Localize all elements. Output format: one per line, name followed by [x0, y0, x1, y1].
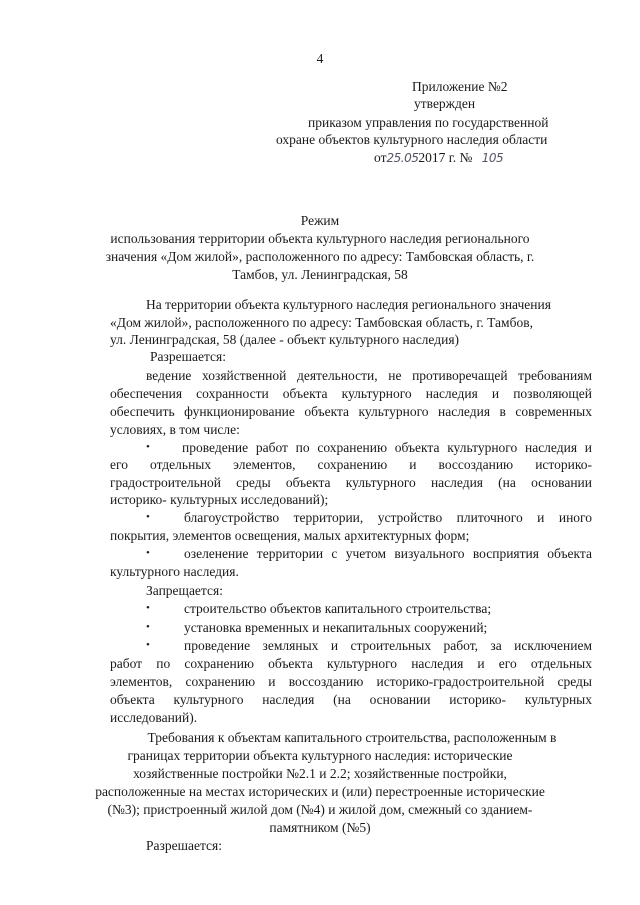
requirements-line-5: (№3); пристроенный жилой дом (№4) и жилой дом, смежный со зданием- — [107, 802, 533, 817]
requirements-line-2: границах территории объекта культурного наследия: исторические — [127, 748, 513, 763]
document-title: Режим — [300, 213, 340, 228]
bullet-symbol: • — [146, 547, 150, 559]
requirements-line-3: хозяйственные постройки №2.1 и 2.2; хозяйственные постройки, — [133, 766, 507, 781]
handwritten-order-number: 105 — [481, 151, 504, 165]
bullet-symbol: • — [146, 639, 150, 651]
department-line: охране объектов культурного наследия области — [276, 132, 548, 147]
page-number: 4 — [316, 51, 324, 66]
allowed-bullet-2-line-1: благоустройство территории, устройство плиточного и иного — [184, 510, 592, 525]
title-line-2: значения «Дом жилой», расположенного по адресу: Тамбовская область, г. — [105, 249, 535, 264]
title-line-3: Тамбов, ул. Ленинградская, 58 — [232, 267, 408, 282]
forbidden-bullet-3-line-3: элементов, сохранению и воссозданию историко-градостроительной среды — [110, 674, 592, 689]
handwritten-date: 25.05 — [386, 151, 419, 165]
date-prefix: от — [374, 150, 387, 165]
title-line-1: использования территории объекта культурного наследия регионального — [110, 231, 530, 246]
requirements-line-6: памятником (№5) — [269, 820, 371, 835]
allowed-bullet-1-line-3: градостроительной среды объекта культурного наследия (на основании — [110, 475, 592, 490]
allowed-bullet-1-line-2: его отдельных элементов, сохранению и воссозданию историко- — [110, 457, 592, 472]
forbidden-bullet-3-line-4: объекта культурного наследия (на основании историко- культурных — [110, 692, 592, 707]
intro-line-3: ул. Ленинградская, 58 (далее - объект культурного наследия) — [110, 332, 460, 347]
forbidden-bullet-3-line-1: проведение земляных и строительных работ, за исключением — [184, 638, 592, 653]
forbidden-bullet-1: строительство объектов капитального строительства; — [184, 601, 492, 616]
bullet-symbol: • — [146, 602, 150, 614]
bullet-symbol: • — [146, 441, 150, 453]
requirements-line-4: расположенные на местах исторических и (или) перестроенные исторические — [95, 784, 545, 799]
allowed-bullet-2-line-2: покрытия, элементов освещения, малых архитектурных форм; — [110, 528, 470, 543]
approved-label: утвержден — [414, 96, 476, 111]
intro-line-1: На территории объекта культурного наследия регионального значения — [146, 297, 551, 312]
forbidden-bullet-3-line-2: работ по сохранению объекта культурного наследия и его отдельных — [110, 656, 592, 671]
allowed-para-line-4: условиях, в том числе: — [110, 422, 240, 437]
date-suffix: 2017 г. № — [418, 150, 473, 165]
bullet-symbol: • — [146, 511, 150, 523]
requirements-line-1: Требования к объектам капитального строительства, расположенным в — [147, 730, 557, 745]
allowed-heading: Разрешается: — [150, 349, 226, 364]
allowed-bullet-3-line-1: озеленение территории с учетом визуального восприятия объекта — [184, 546, 592, 561]
allowed-heading-2: Разрешается: — [146, 838, 222, 853]
intro-line-2: «Дом жилой», расположенного по адресу: Тамбовская область, г. Тамбов, — [110, 315, 533, 330]
forbidden-bullet-2: установка временных и некапитальных сооружений; — [184, 620, 488, 635]
appendix-label: Приложение №2 — [412, 79, 508, 94]
order-date-line — [374, 149, 503, 167]
bullet-symbol: • — [146, 621, 150, 633]
allowed-para-line-3: обеспечить функционирование объекта культурного наследия в современных — [110, 404, 592, 419]
allowed-para-line-2: обеспечения сохранности объекта культурного наследия и позволяющей — [110, 386, 592, 401]
order-line: приказом управления по государственной — [308, 115, 549, 130]
allowed-bullet-1-line-1: проведение работ по сохранению объекта культурного наследия и — [182, 440, 592, 455]
forbidden-bullet-3-line-5: исследований). — [110, 710, 198, 725]
allowed-bullet-1-line-4: историко- культурных исследований); — [110, 492, 329, 507]
allowed-para-line-1: ведение хозяйственной деятельности, не противоречащей требованиям — [146, 368, 592, 383]
allowed-bullet-3-line-2: культурного наследия. — [110, 564, 239, 579]
forbidden-heading: Запрещается: — [146, 583, 223, 598]
